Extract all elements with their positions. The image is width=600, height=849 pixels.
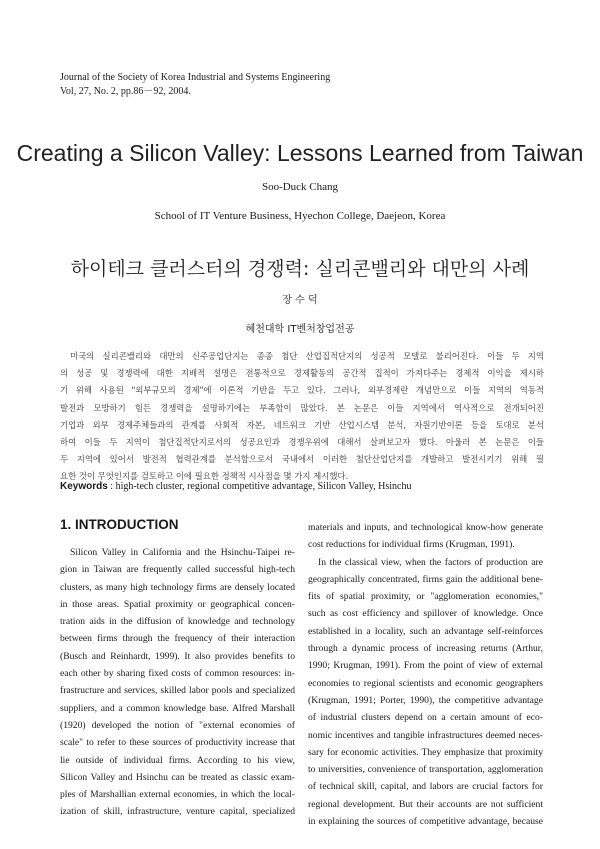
right-column (308, 519, 543, 830)
korean-author-name: 장 수 덕 (282, 295, 318, 306)
body-text-line: to universities, convenience of transportation, agglomeration (308, 764, 543, 776)
abstract-line: 하여 이들 두 지역이 첨단집적단지로서의 성공요인과 경쟁우위에 대해서 살펴보고자 했다. 아울러 본 논문은 이들 (60, 437, 544, 448)
body-text-line: In the classical view, when the factors of production are (318, 556, 543, 568)
body-text-line: cost reductions for individual firms (Krugman, 1991). (308, 539, 515, 551)
author-affiliation: School of IT Venture Business, Hyechon College, Daejeon, Korea (154, 210, 446, 222)
body-text-line: of industrial clusters depend on a certain amount of eco- (308, 712, 543, 724)
body-text-line: sary for economic activities. They emphasize that proximity (308, 746, 543, 758)
body-text-line: nomic incentives and tangible infrastructures deemed neces- (308, 729, 543, 741)
keywords-text: high-tech cluster, regional competitive advantage, Silicon Valley, Hsinchu (115, 481, 412, 492)
body-text-line: ples of Marshallian external economies, in which the local- (60, 789, 295, 801)
body-text-line: tration aids in the diffusion of knowledge and technology (60, 616, 295, 628)
body-text-line: lie outside of individual firms. According to his view, (60, 754, 295, 766)
body-text-line: suppliers, and a common knowledge base. Alfred Marshall (60, 702, 295, 714)
body-text-line: frastructure and services, skilled labor pools and specialized (60, 685, 295, 697)
journal-name: Journal of the Society of Korea Industrial and Systems Engineering (60, 72, 331, 83)
journal-header (60, 71, 330, 99)
korean-abstract (60, 348, 544, 486)
body-text-line: (1920) developed the notion of "external economies of (60, 719, 295, 731)
body-text-line: Silicon Valley in California and the Hsinchu-Taipei re- (70, 547, 295, 558)
body-text-line: regional development. But their accounts are not sufficient (308, 798, 543, 810)
body-text-line: (Busch and Reinhardt, 1999). It also provides benefits to (60, 650, 295, 662)
keywords-label: Keywords (60, 481, 108, 492)
body-text-line: gion in Taiwan are frequently called successful high-tech (60, 564, 295, 576)
body-text-line: ization of skill, infrastructure, venture capital, specialized (60, 806, 295, 818)
body-text-line: fits of spatial proximity, or "agglomeration economies," (308, 591, 543, 603)
body-text-line: through a dynamic process of increasing returns (Arthur, (308, 643, 543, 655)
body-text-line: such as cost efficiency and spillover of knowledge. Once (308, 608, 543, 620)
korean-title: 하이테크 클러스터의 경쟁력: 실리콘밸리와 대만의 사례 (70, 258, 530, 280)
body-text-line: in explaining the sources of competitive advantage, because (308, 816, 543, 828)
korean-affiliation: 혜천대학 IT벤처창업전공 (245, 324, 355, 335)
body-text-line: between firms through the frequency of their interaction (60, 633, 295, 645)
body-text-line: established in a locality, such an advantage self-reinforces (308, 625, 543, 637)
paper-title: Creating a Silicon Valley: Lessons Learned from Taiwan (16, 140, 584, 166)
body-text-line: Silicon Valley and Hsinchu can be treated as classic exam- (60, 771, 295, 783)
author-name: Soo-Duck Chang (261, 181, 339, 193)
body-text-line: of technical skill, capital, and labors are crucial factors for (308, 781, 543, 793)
body-text-line: each other by sharing fixed costs of common resources: in- (60, 668, 295, 680)
abstract-line: 의 성공 및 경쟁력에 대한 지배적 설명은 전통적으로 경제활동의 공간적 집적이 가져다주는 경제적 이익을 제시하 (60, 368, 544, 379)
body-text-line: clusters, as many high technology firms are densely located (60, 581, 295, 593)
body-text-line: materials and inputs, and technological know-how generate (308, 522, 543, 533)
abstract-line: 두 지역에 있어서 발전적 협력관계를 분석함으로서 국내에서 이러한 첨단산업단지를 개발하고 발전시키기 위해 필 (60, 454, 544, 465)
section-heading: 1. INTRODUCTION (60, 517, 179, 532)
abstract-line: 요한 것이 무엇인지를 검토하고 이에 필요한 정책적 시사점을 몇 가지 제시했다. (60, 471, 349, 482)
keywords-line: Keywords : high-tech cluster, regional competitive advantage, Silicon Valley, Hsinchu (60, 481, 412, 492)
abstract-line: 발전과 모방하기 힘든 경쟁력을 설명하기에는 부족함이 많았다. 본 논문은 이들 지역에서 역사적으로 전개되어진 (60, 402, 544, 413)
abstract-line: 기업과 외부 경제주체들과의 관계를 사회적 자본, 네트워크 기반 산업시스템 분석, 자원기반이론 등을 토대로 분석 (60, 419, 544, 430)
body-text-line: scale" to refer to these sources of productivity increase that (60, 737, 295, 749)
body-text-line: in those areas. Spatial proximity or geographical concen- (60, 598, 295, 610)
abstract-line: 기 위해 사용된 "외부규모의 경제"에 이론적 기반을 두고 있다. 그러나, 외부경제란 개념만으로 이들 지역의 역동적 (60, 385, 544, 396)
body-text-line: geographically concentrated, firms gain the additional bene- (308, 573, 543, 585)
left-column (60, 544, 295, 821)
body-text-line: economies to regional scientists and economic geographers (308, 677, 543, 689)
body-text-line: (Krugman, 1991; Porter, 1990), the competitive advantage (308, 694, 543, 706)
journal-volume: Vol, 27, No. 2, pp.86－92, 2004. (60, 86, 191, 97)
abstract-line: 미국의 실리콘밸리와 대만의 신주공업단지는 종종 첨단 산업집적단지의 성공적 모델로 불리어진다. 이들 두 지역 (70, 351, 544, 361)
body-text-line: 1990; Krugman, 1991). From the point of view of external (308, 660, 543, 672)
